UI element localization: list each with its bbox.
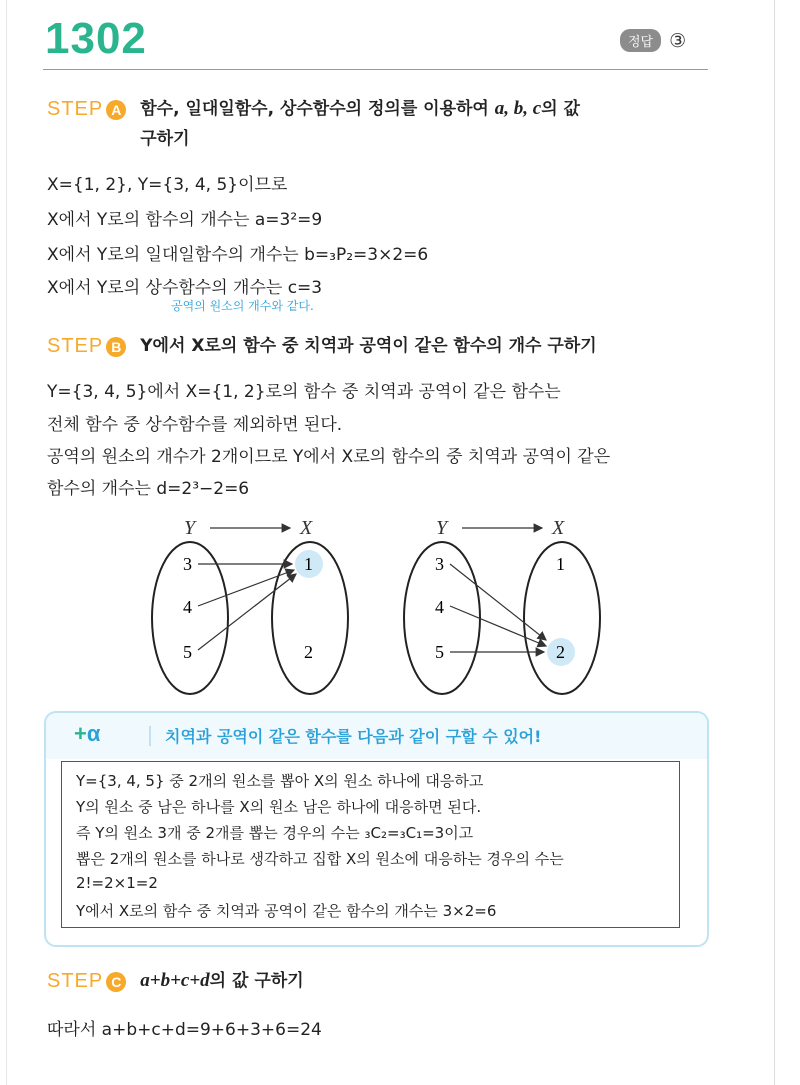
line-b-1: Y={3, 4, 5}에서 X={1, 2}로의 함수 중 치역과 공역이 같은 함수는 [47, 382, 561, 402]
tip-line: Y={3, 4, 5} 중 2개의 원소를 뽑아 X의 원소 하나에 대응하고 [76, 772, 484, 790]
note-codomain-count: 공역의 원소의 개수와 같다. [171, 299, 314, 313]
tip-line: Y에서 X로의 함수 중 치역과 공역이 같은 함수의 개수는 3×2=6 [76, 902, 497, 920]
problem-number: 1302 [45, 14, 147, 63]
domain-element: 5 [183, 642, 192, 662]
answer-value: ③ [669, 29, 687, 52]
step-c-title: a+b+c+d의 값 구하기 [140, 970, 304, 991]
tip-line: 즉 Y의 원소 3개 중 2개를 뽑는 경우의 수는 ₃C₂=₃C₁=3이고 [76, 824, 474, 842]
tip-body [61, 761, 680, 928]
line-b-2: 전체 함수 중 상수함수를 제외하면 된다. [47, 415, 343, 435]
mapping-diagram-2 [392, 512, 602, 697]
line-b-4: 함수의 개수는 d=2³−2=6 [47, 479, 250, 499]
mapping-diagram-1 [140, 512, 350, 697]
domain-element: 4 [435, 597, 444, 617]
step-word: STEP [47, 335, 104, 357]
line-a-2: X에서 Y로의 함수의 개수는 a=3²=9 [47, 210, 323, 230]
codomain-label: X [300, 517, 313, 539]
tip-divider [149, 726, 151, 746]
domain-element: 3 [183, 554, 192, 574]
map-arrow [450, 606, 546, 646]
domain-label: Y [184, 517, 196, 539]
codomain-element: 1 [304, 554, 313, 574]
line-a-1: X={1, 2}, Y={3, 4, 5}이므로 [47, 175, 288, 195]
step-c-heading [47, 970, 304, 996]
map-arrow [450, 564, 546, 640]
tip-line: 뽑은 2개의 원소를 하나로 생각하고 집합 X의 원소에 대응하는 경우의 수는 [76, 850, 564, 868]
step-b-letter: B [106, 337, 126, 357]
map-arrow [198, 574, 296, 650]
left-margin-line [6, 0, 7, 1085]
map-arrow [198, 570, 294, 606]
domain-element: 3 [435, 554, 444, 574]
domain-element: 5 [435, 642, 444, 662]
domain-label: Y [436, 517, 448, 539]
line-b-3: 공역의 원소의 개수가 2개이므로 Y에서 X로의 함수의 중 치역과 공역이 같은 [47, 447, 611, 467]
final-answer-line: 따라서 a+b+c+d=9+6+3+6=24 [47, 1020, 322, 1040]
step-word: STEP [47, 98, 104, 120]
step-b-title: Y에서 X로의 함수 중 치역과 공역이 같은 함수의 개수 구하기 [140, 336, 597, 356]
step-c-letter: C [106, 972, 126, 992]
answer-area [620, 29, 686, 52]
step-a-heading [47, 98, 580, 154]
answer-badge: 정답 [620, 29, 661, 52]
tip-line: 2!=2×1=2 [76, 874, 158, 892]
header-divider [43, 69, 708, 70]
step-b-heading [47, 335, 597, 361]
right-margin-line [774, 0, 775, 1085]
codomain-element: 2 [556, 642, 565, 662]
tip-title: 치역과 공역이 같은 함수를 다음과 같이 구할 수 있어! [165, 727, 542, 746]
tip-line: Y의 원소 중 남은 하나를 X의 원소 남은 하나에 대응하면 된다. [76, 798, 482, 816]
codomain-element: 1 [556, 554, 565, 574]
domain-element: 4 [183, 597, 192, 617]
codomain-label: X [552, 517, 565, 539]
step-a-letter: A [106, 100, 126, 120]
step-a-title: 함수, 일대일함수, 상수함수의 정의를 이용하여 a, b, c의 값 구하기 [140, 98, 580, 149]
tip-header [46, 713, 707, 759]
tip-box [44, 711, 709, 947]
line-a-3: X에서 Y로의 일대일함수의 개수는 b=₃P₂=3×2=6 [47, 245, 429, 265]
codomain-element: 2 [304, 642, 313, 662]
step-word: STEP [47, 970, 104, 992]
plus-alpha-icon: +α [74, 721, 101, 746]
line-a-4: X에서 Y로의 상수함수의 개수는 c=3 [47, 278, 323, 298]
